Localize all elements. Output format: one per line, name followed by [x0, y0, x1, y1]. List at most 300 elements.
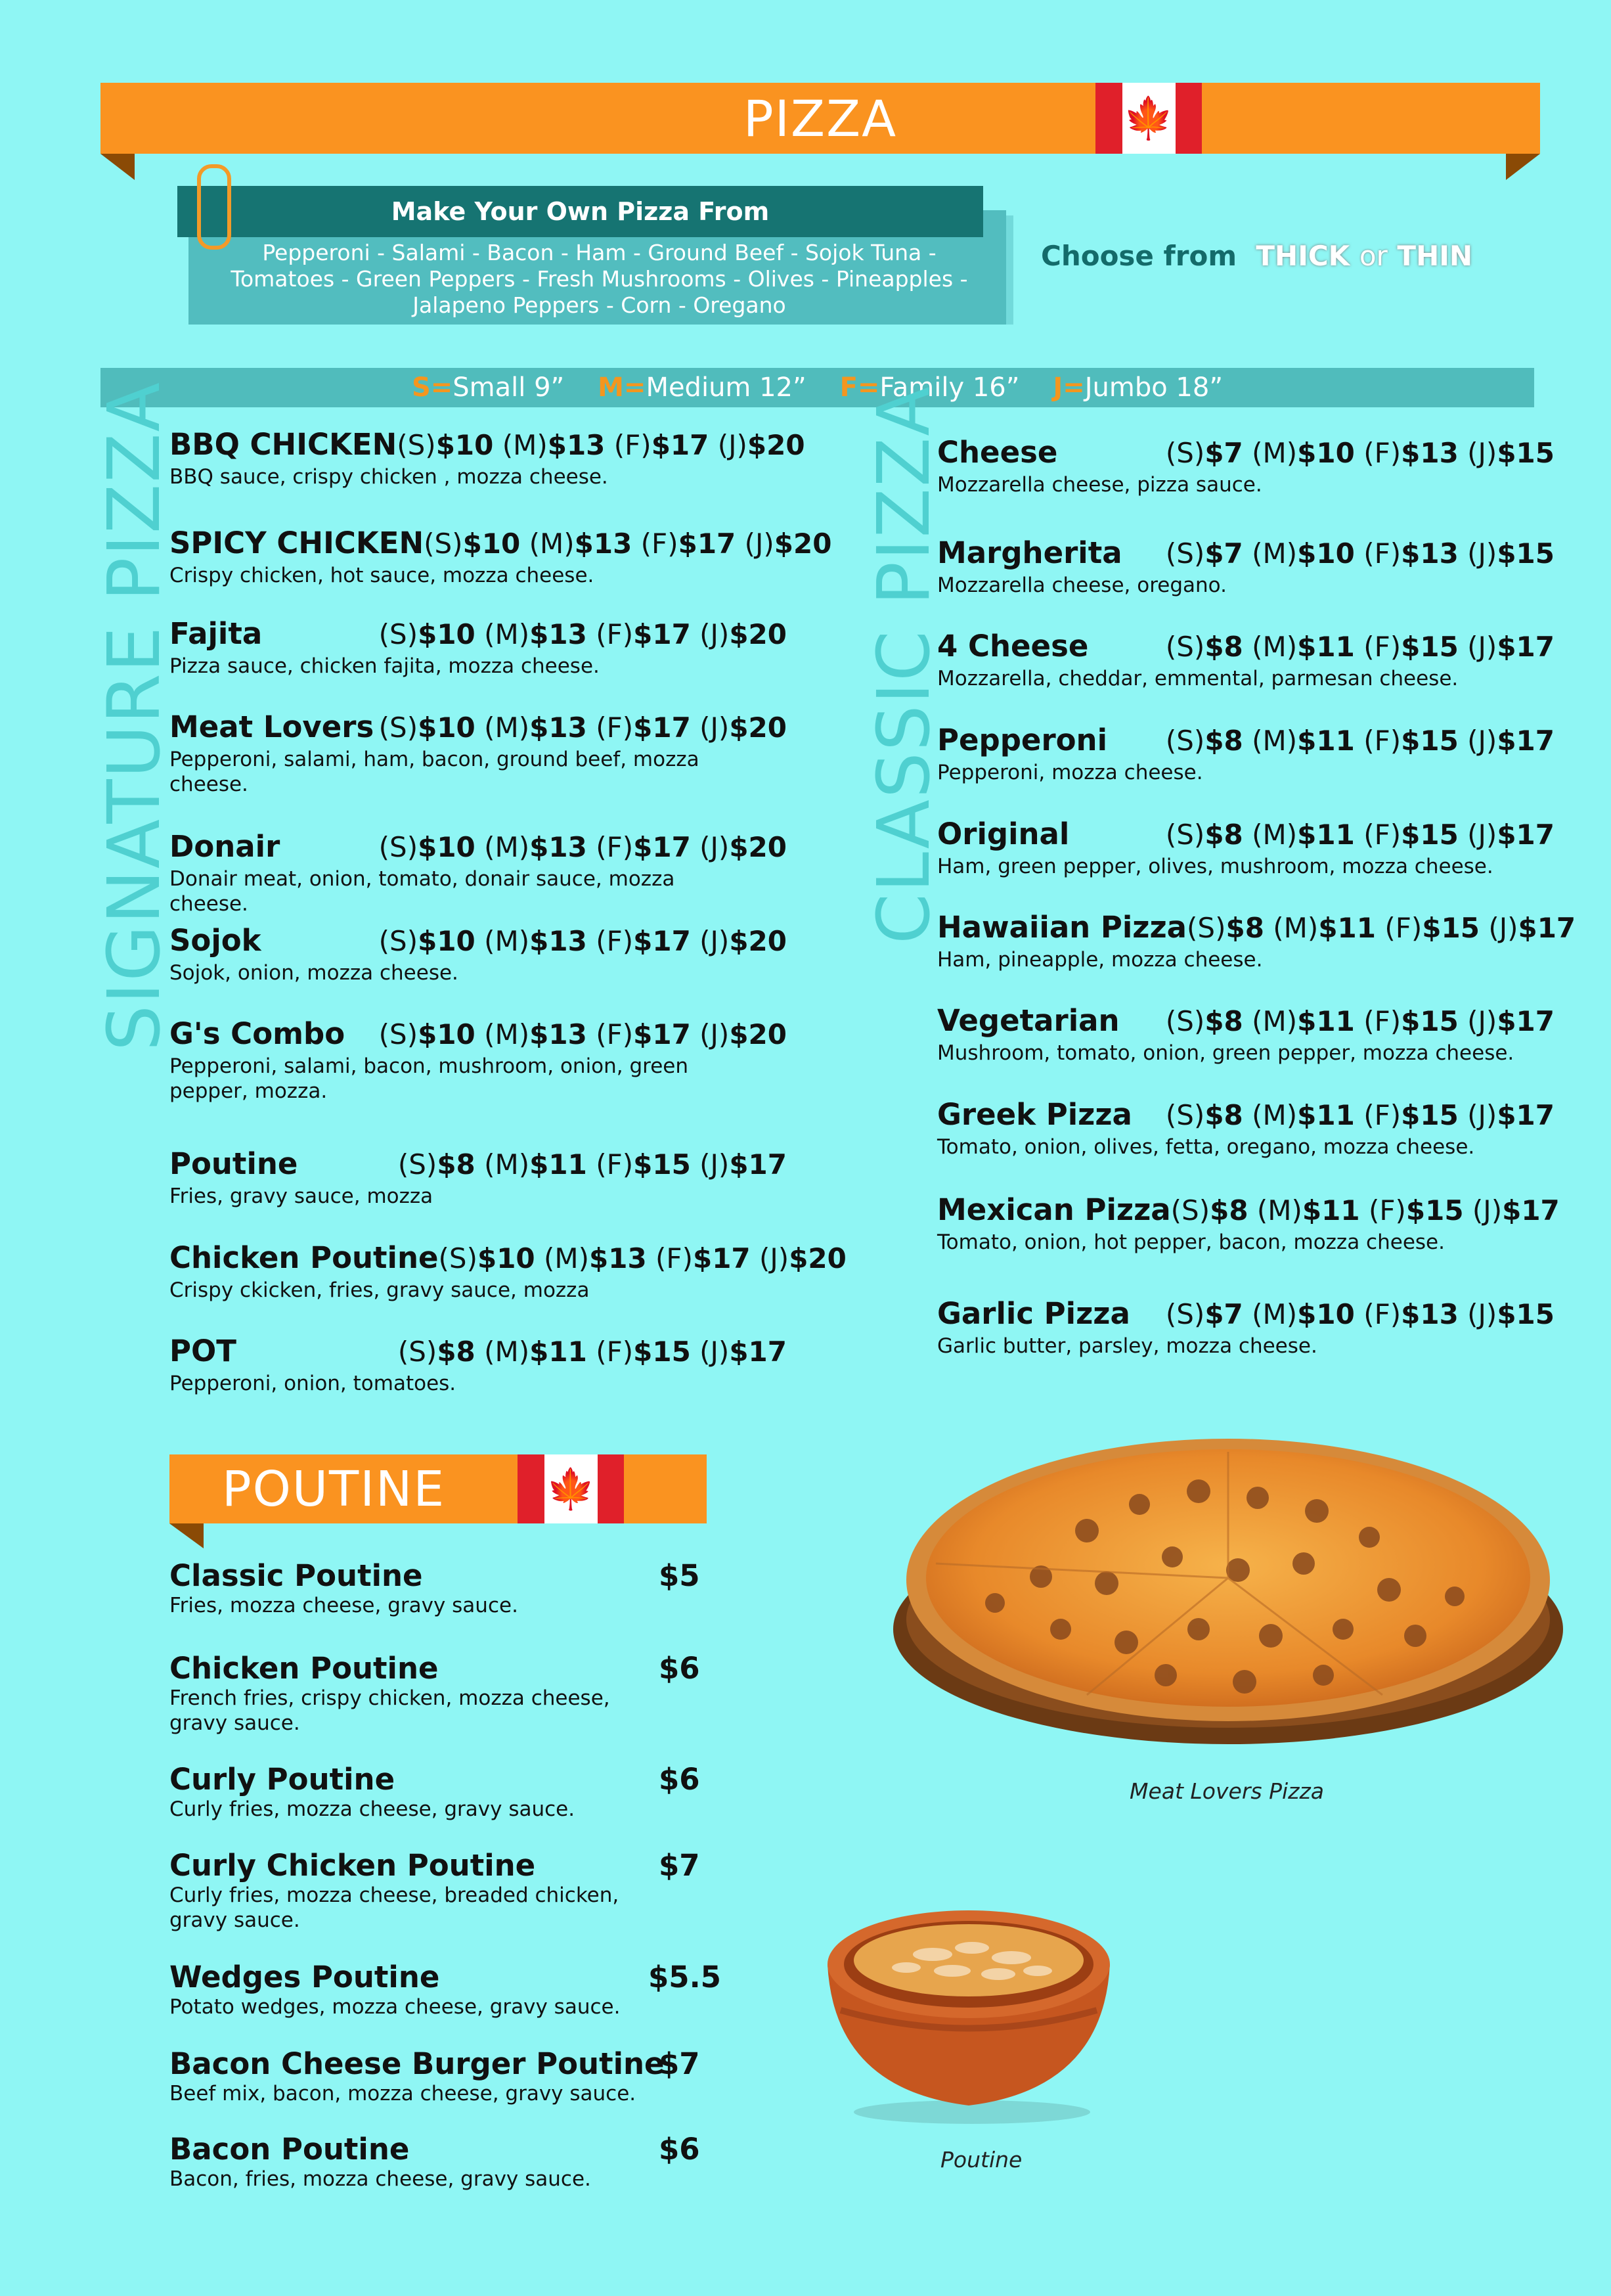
item-description: Tomato, onion, olives, fetta, oregano, mozza cheese.: [937, 1135, 1475, 1159]
size-code: (M): [1252, 1298, 1298, 1330]
size-code: (S): [378, 1018, 418, 1050]
item-description: Mozzarella, cheddar, emmental, parmesan cheese.: [937, 667, 1459, 690]
pizza-banner: [100, 83, 1540, 154]
size-code: (J): [759, 1242, 789, 1274]
item-description: Fries, gravy sauce, mozza: [169, 1184, 433, 1208]
item-prices: [379, 711, 787, 744]
menu-item: [937, 1296, 1555, 1359]
size-code: (F): [640, 528, 678, 560]
item-name: Curly Chicken Poutine: [169, 1848, 536, 1883]
price-j: $17: [1497, 1099, 1555, 1131]
price-m: $10: [1297, 437, 1355, 469]
item-description: Fries, mozza cheese, gravy sauce.: [169, 1594, 518, 1617]
menu-item: [169, 427, 805, 489]
price-m: $13: [574, 528, 632, 560]
size-code: (F): [1363, 725, 1401, 757]
item-name: Pepperoni: [937, 723, 1108, 757]
price-m: $11: [1297, 819, 1355, 851]
size-code: (J): [1488, 912, 1518, 944]
size-code: (J): [1467, 1005, 1497, 1037]
canada-flag-icon: 🍁: [518, 1454, 624, 1523]
size-code: (J): [744, 528, 774, 560]
menu-item: [169, 1240, 847, 1303]
price-f: $17: [633, 618, 691, 650]
item-name: Garlic Pizza: [937, 1296, 1130, 1331]
item-name: Chicken Poutine: [169, 1651, 439, 1686]
size-code: (F): [596, 618, 634, 650]
size-code: (S): [1165, 631, 1205, 663]
item-prices: [1166, 819, 1555, 851]
price-m: $11: [1297, 631, 1355, 663]
paperclip-icon: [197, 164, 231, 250]
item-description: Crispy ckicken, fries, gravy sauce, mozza: [169, 1278, 590, 1302]
item-prices: [379, 618, 787, 650]
menu-item: [169, 709, 787, 797]
size-code: (F): [1368, 1194, 1406, 1227]
item-name: Bacon Cheese Burger Poutine: [169, 2046, 665, 2081]
size-code: (J): [1472, 1194, 1503, 1227]
signature-title: SIGNATURE PIZZA: [92, 381, 176, 1051]
price-s: $10: [418, 831, 475, 863]
price-j: $20: [729, 618, 787, 650]
size-code: (M): [1252, 1005, 1298, 1037]
item-prices: [379, 1018, 787, 1050]
size-key: F=: [839, 372, 880, 403]
menu-item: [937, 1097, 1555, 1159]
item-prices: [379, 831, 787, 863]
item-name: Sojok: [169, 923, 261, 958]
size-code: (F): [655, 1242, 693, 1274]
price-f: $15: [1401, 1005, 1459, 1037]
menu-item: [937, 910, 1576, 972]
price-j: $17: [1502, 1194, 1560, 1227]
size-code: (J): [699, 925, 730, 957]
price-f: $17: [633, 711, 691, 744]
size-code: (F): [1363, 1099, 1401, 1131]
item-name: Chicken Poutine: [169, 1240, 439, 1275]
item-description: Beef mix, bacon, mozza cheese, gravy sauce.: [169, 2082, 636, 2105]
size-code: (S): [1165, 1005, 1205, 1037]
price-f: $13: [1401, 537, 1459, 570]
item-description: Sojok, onion, mozza cheese.: [169, 961, 458, 985]
item-name: 4 Cheese: [937, 629, 1089, 664]
size-code: (F): [596, 711, 634, 744]
size-code: (F): [1363, 1298, 1401, 1330]
size-code: (M): [1273, 912, 1319, 944]
price-m: $13: [529, 711, 587, 744]
size-code: (S): [1170, 1194, 1210, 1227]
price-j: $20: [729, 831, 787, 863]
size-code: (M): [484, 831, 530, 863]
price-j: $20: [774, 528, 832, 560]
price-j: $15: [1497, 537, 1555, 570]
size-code: (M): [529, 528, 575, 560]
price-f: $17: [651, 429, 709, 461]
size-code: (F): [1363, 819, 1401, 851]
size-code: (M): [1252, 819, 1298, 851]
price-j: $15: [1497, 1298, 1555, 1330]
price-s: $10: [418, 618, 475, 650]
item-prices: [398, 1148, 787, 1181]
size-code: (M): [502, 429, 548, 461]
toppings-line: Tomatoes - Green Peppers - Fresh Mushrooms - Olives - Pineapples -: [231, 266, 968, 292]
crust-thick: THICK: [1256, 240, 1350, 272]
size-code: (M): [484, 1336, 530, 1368]
menu-item: [169, 616, 787, 679]
menu-item: [169, 1016, 787, 1104]
toppings-line: Jalapeno Peppers - Corn - Oregano: [412, 292, 786, 318]
size-code: (F): [596, 1336, 634, 1368]
size-code: (S): [1165, 1099, 1205, 1131]
item-prices: [1166, 1298, 1555, 1330]
item-description: Curly fries, mozza cheese, gravy sauce.: [169, 1797, 575, 1821]
price-f: $17: [633, 831, 691, 863]
price-j: $20: [729, 711, 787, 744]
size-code: (F): [1363, 631, 1401, 663]
size-code: (J): [1467, 437, 1497, 469]
size-code: (S): [378, 711, 418, 744]
item-description: Tomato, onion, hot pepper, bacon, mozza cheese.: [937, 1230, 1445, 1254]
price-s: $8: [1204, 631, 1243, 663]
size-code: (M): [1256, 1194, 1302, 1227]
price-s: $8: [437, 1148, 475, 1181]
item-description: Garlic butter, parsley, mozza cheese.: [937, 1334, 1317, 1358]
size-code: (M): [484, 1018, 530, 1050]
price-s: $10: [418, 1018, 475, 1050]
item-prices: [1166, 631, 1555, 663]
size-key: S=: [411, 372, 453, 403]
price-j: $17: [1497, 725, 1555, 757]
item-name: Greek Pizza: [937, 1097, 1132, 1132]
crust-label: Choose from: [1041, 240, 1237, 272]
size-label: Medium 12”: [646, 372, 806, 403]
item-description: Crispy chicken, hot sauce, mozza cheese.: [169, 564, 594, 587]
item-name: Meat Lovers: [169, 709, 374, 744]
size-code: (J): [699, 1148, 730, 1181]
menu-item: [169, 1334, 787, 1396]
size-code: (M): [484, 925, 530, 957]
price-s: $8: [1210, 1194, 1248, 1227]
price-j: $17: [729, 1336, 787, 1368]
item-description: Mozzarella cheese, oregano.: [937, 574, 1227, 597]
price-f: $17: [678, 528, 736, 560]
size-code: (S): [1165, 437, 1205, 469]
size-code: (M): [484, 711, 530, 744]
price-m: $11: [1297, 1099, 1355, 1131]
price-m: $13: [589, 1242, 647, 1274]
size-label: Family 16”: [879, 372, 1020, 403]
crust-choice: [1041, 240, 1472, 272]
size-code: (J): [699, 711, 730, 744]
size-code: (J): [1467, 1099, 1497, 1131]
make-own-title: Make Your Own Pizza From: [177, 186, 983, 237]
item-price: $7: [659, 2046, 700, 2081]
size-code: (J): [699, 1336, 730, 1368]
price-j: $17: [1497, 1005, 1555, 1037]
price-s: $8: [1204, 725, 1243, 757]
item-price: $6: [659, 2132, 700, 2167]
banner-fold-poutine: [169, 1523, 204, 1548]
banner-fold-left: [100, 154, 135, 180]
item-name: Classic Poutine: [169, 1558, 423, 1593]
pizza-title: PIZZA: [743, 89, 898, 148]
item-name: BBQ CHICKEN: [169, 427, 397, 462]
price-m: $13: [529, 925, 587, 957]
price-f: $15: [633, 1148, 691, 1181]
size-code: (F): [596, 1148, 634, 1181]
item-name: Hawaiian Pizza: [937, 910, 1187, 945]
poutine-item: [169, 1960, 721, 2019]
make-own-toppings: [190, 240, 1008, 319]
size-code: (M): [1252, 1099, 1298, 1131]
size-code: (M): [544, 1242, 590, 1274]
price-m: $11: [1318, 912, 1376, 944]
item-prices: [1166, 1005, 1555, 1037]
price-f: $15: [1422, 912, 1480, 944]
size-code: (F): [596, 925, 634, 957]
pizza-caption: Meat Lovers Pizza: [1130, 1778, 1325, 1804]
price-j: $15: [1497, 437, 1555, 469]
menu-item: [937, 1192, 1560, 1255]
price-f: $17: [633, 1018, 691, 1050]
poutine-banner: [169, 1454, 707, 1523]
menu-item: [169, 923, 787, 985]
size-code: (J): [1467, 631, 1497, 663]
size-code: (F): [1363, 1005, 1401, 1037]
price-s: $8: [1204, 1099, 1243, 1131]
size-code: (F): [596, 1018, 634, 1050]
item-description: Donair meat, onion, tomato, donair sauce, mozza cheese.: [169, 867, 675, 916]
crust-or: or: [1359, 240, 1388, 272]
item-price: $5: [659, 1558, 700, 1593]
item-name: Cheese: [937, 435, 1058, 470]
price-s: $10: [435, 429, 494, 461]
price-s: $7: [1204, 537, 1243, 570]
item-name: G's Combo: [169, 1016, 345, 1051]
item-prices: [379, 925, 787, 957]
size-code: (S): [378, 831, 418, 863]
poutine-bowl-image: [814, 1892, 1123, 2128]
item-name: Vegetarian: [937, 1003, 1120, 1038]
price-m: $10: [1297, 537, 1355, 570]
item-price: $5.5: [648, 1960, 721, 1994]
item-description: Pepperoni, mozza cheese.: [937, 761, 1203, 784]
price-j: $20: [789, 1242, 847, 1274]
item-description: Mushroom, tomato, onion, green pepper, mozza cheese.: [937, 1041, 1514, 1065]
size-code: (S): [1165, 537, 1205, 570]
item-description: Pizza sauce, chicken fajita, mozza cheese.: [169, 654, 600, 678]
canada-flag-icon: 🍁: [1095, 83, 1202, 154]
poutine-item: [169, 1848, 721, 1933]
item-name: Poutine: [169, 1146, 298, 1181]
size-code: (S): [1165, 819, 1205, 851]
price-j: $20: [729, 1018, 787, 1050]
menu-item: [937, 535, 1555, 598]
item-prices: [1166, 1099, 1555, 1131]
menu-item: [169, 829, 787, 916]
price-m: $13: [547, 429, 606, 461]
size-code: (M): [1252, 725, 1298, 757]
item-description: Curly fries, mozza cheese, breaded chicken, gravy sauce.: [169, 1883, 619, 1932]
menu-item: [937, 629, 1555, 691]
item-description: Ham, green pepper, olives, mushroom, mozza cheese.: [937, 855, 1493, 878]
size-code: (M): [484, 1148, 530, 1181]
price-f: $15: [1401, 725, 1459, 757]
item-price: $6: [659, 1651, 700, 1686]
size-code: (S): [424, 528, 463, 560]
price-j: $17: [1497, 631, 1555, 663]
price-s: $8: [1204, 1005, 1243, 1037]
size-code: (J): [1467, 537, 1497, 570]
size-code: (S): [438, 1242, 477, 1274]
item-description: Pepperoni, salami, bacon, mushroom, onion, green pepper, mozza.: [169, 1054, 689, 1103]
item-description: Mozzarella cheese, pizza sauce.: [937, 473, 1262, 497]
size-legend: [100, 368, 1534, 407]
item-prices: [1166, 437, 1555, 469]
size-code: (M): [1252, 631, 1298, 663]
size-code: (F): [1384, 912, 1423, 944]
item-prices: [1187, 912, 1576, 944]
price-m: $11: [1297, 725, 1355, 757]
size-code: (S): [397, 1148, 437, 1181]
price-j: $17: [1497, 819, 1555, 851]
item-price: $7: [659, 1848, 700, 1883]
crust-thin: THIN: [1397, 240, 1472, 272]
price-f: $15: [1401, 1099, 1459, 1131]
item-prices: [397, 429, 805, 461]
price-s: $10: [418, 925, 475, 957]
size-code: (J): [699, 1018, 730, 1050]
price-s: $8: [1225, 912, 1264, 944]
size-code: (M): [1252, 537, 1298, 570]
poutine-item: [169, 2132, 721, 2192]
price-j: $17: [1518, 912, 1576, 944]
size-code: (J): [717, 429, 747, 461]
price-f: $17: [692, 1242, 751, 1274]
size-code: (F): [613, 429, 651, 461]
price-f: $15: [1405, 1194, 1464, 1227]
price-f: $17: [633, 925, 691, 957]
size-code: (S): [1165, 725, 1205, 757]
item-prices: [1171, 1194, 1560, 1227]
size-code: (F): [1363, 537, 1401, 570]
size-code: (J): [699, 618, 730, 650]
item-name: Margherita: [937, 535, 1122, 570]
menu-item: [937, 817, 1555, 879]
size-code: (M): [1252, 437, 1298, 469]
size-code: (J): [1467, 725, 1497, 757]
item-name: Donair: [169, 829, 280, 864]
item-description: Pepperoni, salami, ham, bacon, ground beef, mozza cheese.: [169, 748, 699, 796]
item-description: Bacon, fries, mozza cheese, gravy sauce.: [169, 2167, 591, 2191]
size-code: (J): [1467, 819, 1497, 851]
price-f: $15: [633, 1336, 691, 1368]
size-key: M=: [598, 372, 646, 403]
item-name: POT: [169, 1334, 236, 1368]
price-f: $13: [1401, 437, 1459, 469]
item-description: Ham, pineapple, mozza cheese.: [937, 948, 1263, 972]
price-m: $10: [1297, 1298, 1355, 1330]
price-f: $15: [1401, 631, 1459, 663]
poutine-item: [169, 1762, 721, 1822]
item-prices: [1166, 537, 1555, 570]
item-prices: [439, 1242, 847, 1274]
price-f: $13: [1401, 1298, 1459, 1330]
price-f: $15: [1401, 819, 1459, 851]
size-code: (F): [596, 831, 634, 863]
size-key: J=: [1053, 372, 1085, 403]
toppings-line: Pepperoni - Salami - Bacon - Ham - Ground Beef - Sojok Tuna -: [262, 240, 937, 265]
price-j: $20: [747, 429, 805, 461]
poutine-item: [169, 1558, 721, 1618]
item-description: BBQ sauce, crispy chicken , mozza cheese.: [169, 465, 608, 489]
item-description: French fries, crispy chicken, mozza cheese, gravy sauce.: [169, 1686, 610, 1735]
item-name: Fajita: [169, 616, 263, 651]
price-m: $13: [529, 1018, 587, 1050]
size-code: (F): [1363, 437, 1401, 469]
item-prices: [1166, 725, 1555, 757]
size-code: (J): [1467, 1298, 1497, 1330]
poutine-item: [169, 2046, 721, 2106]
size-label: Jumbo 18”: [1084, 372, 1224, 403]
meat-lovers-pizza-image: [890, 1432, 1566, 1761]
price-s: $7: [1204, 437, 1243, 469]
item-name: Wedges Poutine: [169, 1960, 440, 1994]
menu-item: [937, 1003, 1555, 1066]
menu-item: [169, 526, 832, 588]
size-code: (M): [484, 618, 530, 650]
item-name: Mexican Pizza: [937, 1192, 1171, 1227]
price-s: $10: [418, 711, 475, 744]
price-j: $17: [729, 1148, 787, 1181]
item-prices: [398, 1336, 787, 1368]
poutine-caption: Poutine: [940, 2147, 1023, 2172]
size-code: (J): [699, 831, 730, 863]
price-m: $11: [1302, 1194, 1360, 1227]
banner-fold-right: [1506, 154, 1540, 180]
size-code: (S): [397, 1336, 437, 1368]
price-m: $13: [529, 831, 587, 863]
size-code: (S): [378, 618, 418, 650]
item-name: SPICY CHICKEN: [169, 526, 424, 560]
size-code: (S): [378, 925, 418, 957]
item-name: Original: [937, 817, 1070, 851]
menu-item: [937, 435, 1555, 497]
menu-item: [937, 723, 1555, 785]
price-m: $11: [1297, 1005, 1355, 1037]
size-code: (S): [1187, 912, 1226, 944]
price-s: $8: [437, 1336, 475, 1368]
price-s: $7: [1204, 1298, 1243, 1330]
price-m: $13: [529, 618, 587, 650]
price-s: $10: [477, 1242, 535, 1274]
item-price: $6: [659, 1762, 700, 1797]
price-s: $10: [462, 528, 521, 560]
size-code: (S): [397, 429, 436, 461]
item-description: Potato wedges, mozza cheese, gravy sauce.: [169, 1995, 621, 2019]
item-description: Pepperoni, onion, tomatoes.: [169, 1372, 456, 1395]
item-prices: [424, 528, 831, 560]
item-name: Bacon Poutine: [169, 2132, 410, 2167]
menu-item: [169, 1146, 787, 1209]
poutine-title: POUTINE: [222, 1461, 446, 1518]
price-j: $20: [729, 925, 787, 957]
price-m: $11: [529, 1336, 587, 1368]
classic-title: CLASSIC PIZZA: [862, 385, 946, 944]
size-code: (S): [1165, 1298, 1205, 1330]
price-m: $11: [529, 1148, 587, 1181]
item-name: Curly Poutine: [169, 1762, 395, 1797]
